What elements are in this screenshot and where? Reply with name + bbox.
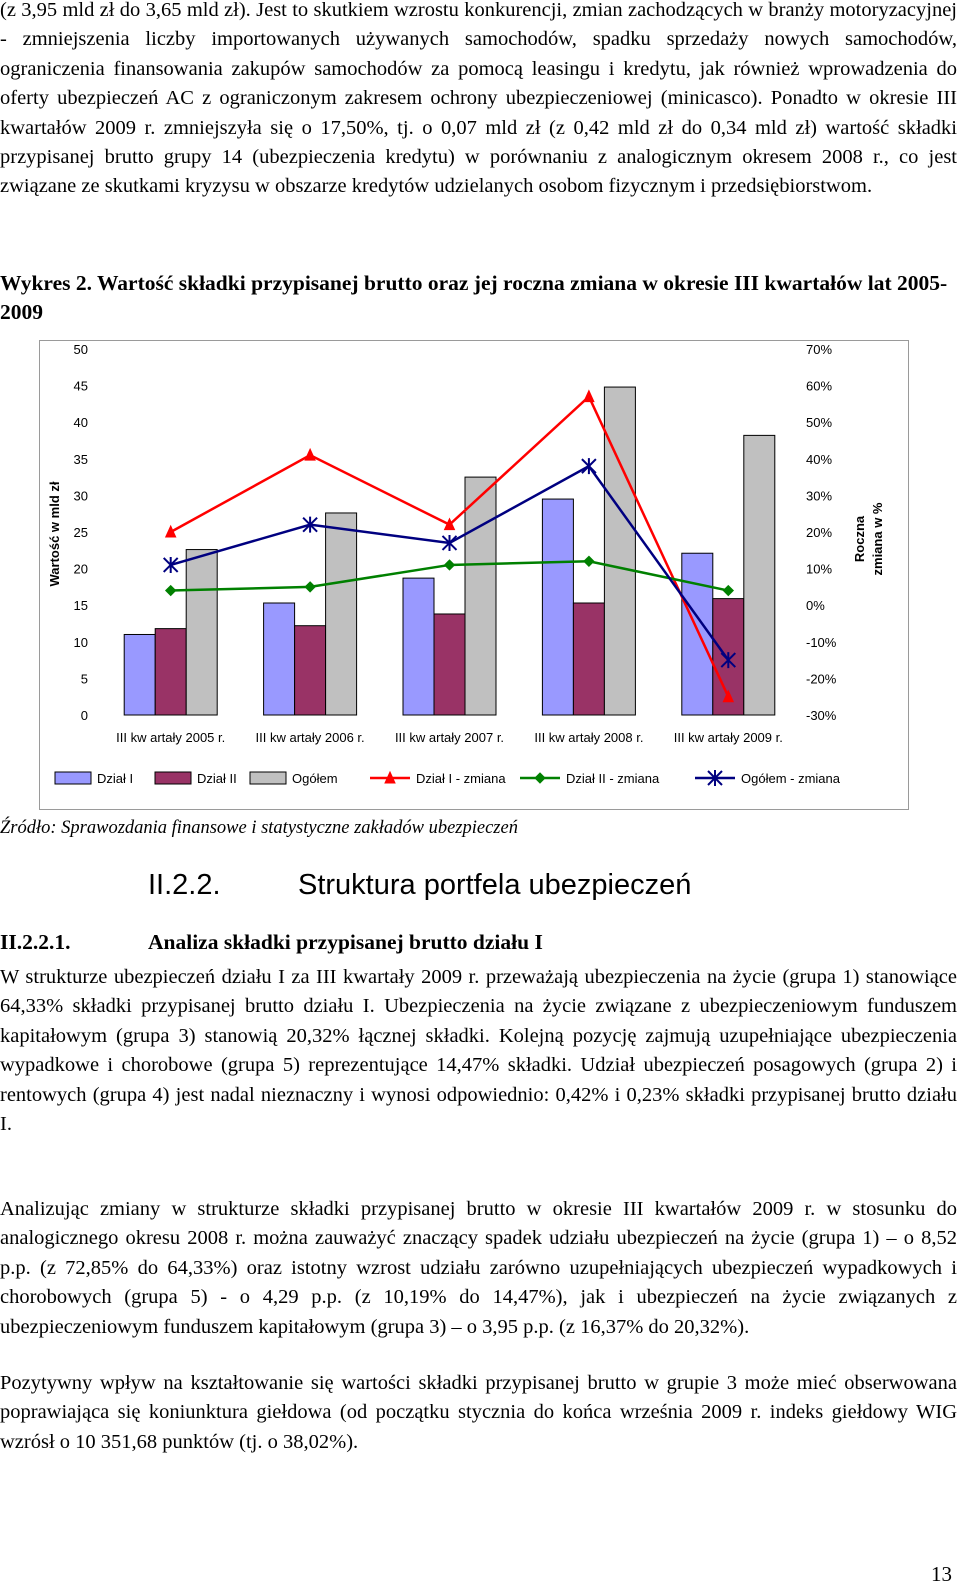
y2-axis-title-line2: zmiana w % (870, 502, 885, 576)
bar-dzia-i (542, 499, 573, 715)
paragraph-3: Pozytywny wpływ na kształtowanie się wartości składki przypisanej brutto w grupie 3 może mieć obserwowana poprawiająca się koniunktura giełdowa (od początku stycznia do końca września 2009 r. indeks giełdowy WIG wzrósł o 10 351,68 punktów (tj. o 38,02%). (0, 1372, 957, 1453)
point-dzia-ii-zmiana (166, 586, 176, 596)
x-tick-label: III kw artały 2008 r. (534, 730, 644, 745)
bar-og-em (744, 435, 775, 715)
bar-og-em (186, 550, 217, 715)
section-heading (148, 869, 691, 902)
x-tick-label: III kw artały 2005 r. (116, 730, 226, 745)
paragraph-2: Analizując zmiany w strukturze składki przypisanej brutto w okresie III kwartałów 2009 r. w stosunku do analogicznego okresu 2008 r. można zauważyć znaczący spadek udziału ubezpieczeń na życie (grupa 1) – o 8,52 p.p. (z 72,85% do 64,33%) oraz istotny wzrost udziału zarówno uzupełniających ubezpieczeń wypadkowych i chorobowych (grupa 5) - o 4,29 p.p. (z 10,19% do 14,47%), jak i ubezpieczeń na życie związanych z ubezpieczeniowym funduszem kapitałowym (grupa 3) – o 3,95 p.p. (z 16,37% do 20,32%). (0, 1198, 957, 1338)
y-tick-label: 0 (80, 708, 88, 723)
figure-caption: Wykres 2. Wartość składki przypisanej brutto oraz jej roczna zmiana w okresie III kwartałów lat 2005-2009 (0, 271, 948, 324)
legend-marker-dzia-ii-zmiana (535, 773, 545, 783)
y2-tick-label: 20% (806, 525, 833, 540)
y2-tick-label: 60% (806, 378, 833, 394)
legend-label-og-em-zmiana: Ogółem - zmiana (741, 771, 840, 786)
legend-label-og-em: Ogółem (292, 771, 338, 786)
legend-label-dzia-ii: Dział II (197, 771, 237, 786)
bar-dzia-ii (155, 629, 186, 715)
y2-tick-label: 30% (806, 488, 833, 504)
y-tick-label: 45 (73, 378, 88, 394)
y2-tick-label: 70% (806, 342, 833, 357)
y2-tick-label: -20% (806, 671, 837, 687)
chart (40, 341, 910, 811)
source-note: Źródło: Sprawozdania finansowe i statystyczne zakładów ubezpieczeń (0, 818, 518, 838)
subsection-title: Analiza składki przypisanej brutto działu I (148, 930, 543, 954)
section-number: II.2.2. (148, 869, 221, 901)
legend-label-dzia-i-zmiana: Dział I - zmiana (416, 771, 506, 786)
y2-tick-label: -30% (806, 708, 837, 723)
point-og-em-zmiana (164, 557, 178, 573)
point-dzia-i-zmiana (305, 449, 315, 460)
y2-tick-label: 40% (806, 451, 833, 467)
page-number: 13 (931, 1562, 952, 1586)
point-dzia-ii-zmiana (584, 556, 594, 566)
bar-dzia-i (264, 603, 295, 715)
point-og-em-zmiana (582, 458, 596, 474)
legend-label-dzia-i: Dział I (97, 771, 134, 786)
section-title: Struktura portfela ubezpieczeń (298, 869, 692, 901)
y2-axis-title-line1: Roczna (852, 515, 867, 563)
bar-dzia-ii (295, 626, 326, 715)
y-tick-label: 25 (73, 525, 88, 540)
y-tick-label: 10 (73, 634, 88, 650)
y2-tick-label: -10% (806, 634, 837, 650)
subsection-number: II.2.2.1. (0, 930, 71, 954)
y-tick-label: 30 (73, 488, 88, 504)
chart-box (39, 340, 909, 810)
y-tick-label: 5 (80, 671, 88, 687)
x-tick-label: III kw artały 2007 r. (394, 730, 505, 745)
bar-dzia-i (403, 578, 434, 715)
point-dzia-ii-zmiana (445, 560, 455, 570)
bar-og-em (326, 513, 357, 715)
bar-og-em (465, 477, 496, 715)
y2-tick-label: 10% (806, 561, 833, 577)
legend-label-dzia-ii-zmiana: Dział II - zmiana (566, 771, 660, 786)
bar-dzia-ii (573, 603, 604, 715)
y-tick-label: 40 (73, 415, 88, 431)
bar-dzia-ii (434, 614, 465, 715)
y-tick-label: 35 (73, 451, 88, 467)
legend-swatch-og-em (250, 772, 286, 784)
subsection-heading (0, 930, 543, 955)
x-tick-label: III kw artały 2006 r. (255, 730, 365, 745)
bar-og-em (604, 387, 635, 715)
x-tick-label: III kw artały 2009 r. (673, 730, 783, 745)
y-tick-label: 15 (73, 598, 88, 614)
paragraph-top: (z 3,95 mld zł do 3,65 mld zł). Jest to skutkiem wzrostu konkurencji, zmian zachodzących w branży motoryzacyjnej - zmniejszenia liczby importowanych używanych samochodów, spadku sprzedaży nowych samochodów, ograniczenia finansowania zakupów samochodów za pomocą leasingu i kredytu, jak również wprowadzenia do oferty ubezpieczeń AC z ograniczonym zakresem ochrony ubezpieczeniowej (minicasco). Ponadto w okresie III kwartałów 2009 r. zmniejszyła się o 17,50%, tj. o 0,07 mld zł (z 0,42 mld zł do 0,34 mld zł) wartość składki przypisanej brutto grupy 14 (ubezpieczenia kredytu) w porównaniu z analogicznym okresem 2008 r., co jest związane ze skutkami kryzysu w obszarze kredytów udzielanych osobom fizycznym i przedsiębiorstwom. (0, 0, 957, 198)
point-dzia-ii-zmiana (723, 586, 733, 596)
y2-tick-label: 0% (806, 598, 825, 614)
y2-tick-label: 50% (806, 415, 833, 431)
point-dzia-ii-zmiana (305, 582, 315, 592)
point-dzia-i-zmiana (584, 391, 594, 402)
y-tick-label: 20 (73, 561, 88, 577)
paragraph-1: W strukturze ubezpieczeń działu I za III kwartały 2009 r. przeważają ubezpieczenia na życie (grupa 1) stanowiące 64,33% składki przypisanej brutto działu I. Ubezpieczenia na życie związane z ubezpieczeniowym funduszem kapitałowym (grupa 3) stanowią 20,32% łącznej składki. Kolejną pozycję zajmują uzupełniające ubezpieczenia wypadkowe i chorobowe (grupa 5) reprezentujące 14,47% składki. Udział ubezpieczeń posagowych (grupa 2) i rentowych (grupa 4) jest nadal nieznaczny i wynosi odpowiednio: 0,42% i 0,23% składki przypisanej brutto działu I. (0, 966, 957, 1136)
y-axis-title: Wartość w mld zł (47, 481, 62, 587)
bar-dzia-i (124, 634, 155, 715)
y-tick-label: 50 (73, 342, 88, 357)
legend-swatch-dzia-ii (155, 772, 191, 784)
point-dzia-i-zmiana (166, 526, 176, 537)
legend-swatch-dzia-i (55, 772, 91, 784)
